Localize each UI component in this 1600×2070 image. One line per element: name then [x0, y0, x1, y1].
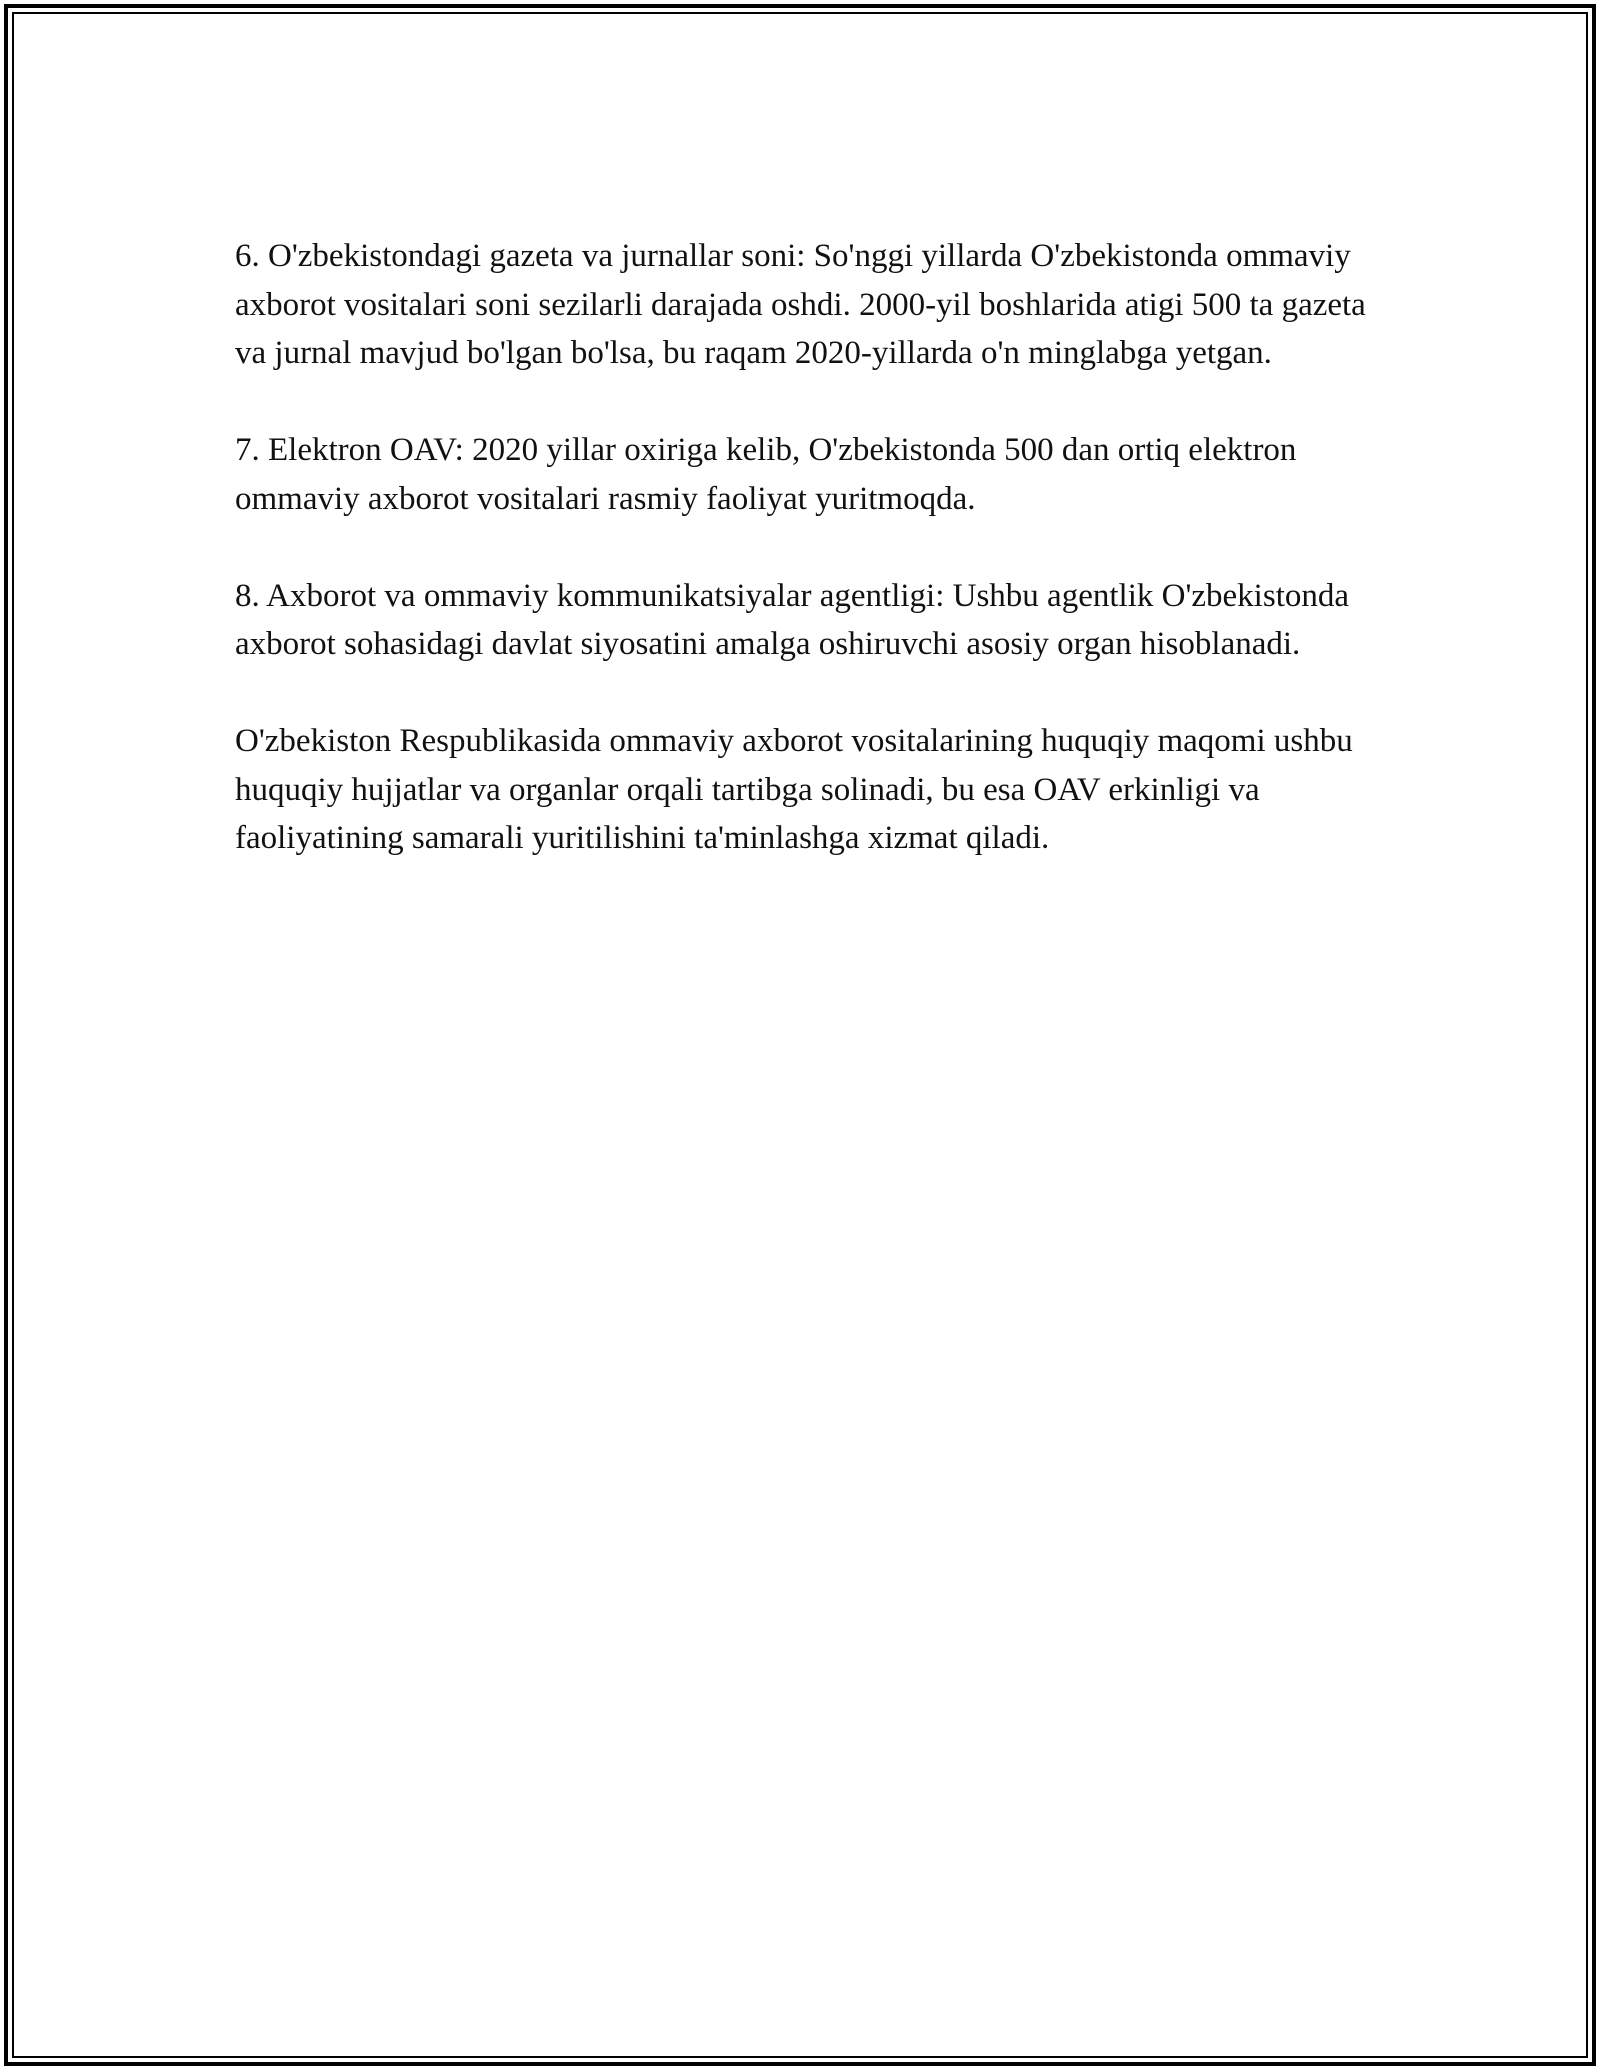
paragraph-item-7: 7. Elektron OAV: 2020 yillar oxiriga kelib, O'zbekistonda 500 dan ortiq elektron ommaviy axborot vositalari rasmiy faoliyat yuritmoqda. — [235, 432, 1297, 517]
paragraph-item-8: 8. Axborot va ommaviy kommunikatsiyalar agentligi: Ushbu agentlik O'zbekistonda axborot sohasidagi davlat siyosatini amalga oshiruvchi asosiy organ hisoblanadi. — [235, 577, 1350, 662]
paragraph-item-6: 6. O'zbekistondagi gazeta va jurnallar soni: So'nggi yillarda O'zbekistonda ommaviy axborot vositalari soni sezilarli darajada oshdi. 2000-yil boshlarida atigi 500 ta gazeta va jurnal mavjud bo'lgan bo'lsa, bu raqam 2020-yillarda o'n minglabga yetgan. — [235, 238, 1366, 371]
document-body — [235, 232, 1370, 911]
paragraph-conclusion: O'zbekiston Respublikasida ommaviy axborot vositalarining huquqiy maqomi ushbu huquqiy hujjatlar va organlar orqali tartibga solinadi, bu esa OAV erkinligi va faoliyatining samarali yuritilishini ta'minlashga xizmat qiladi. — [235, 723, 1353, 856]
